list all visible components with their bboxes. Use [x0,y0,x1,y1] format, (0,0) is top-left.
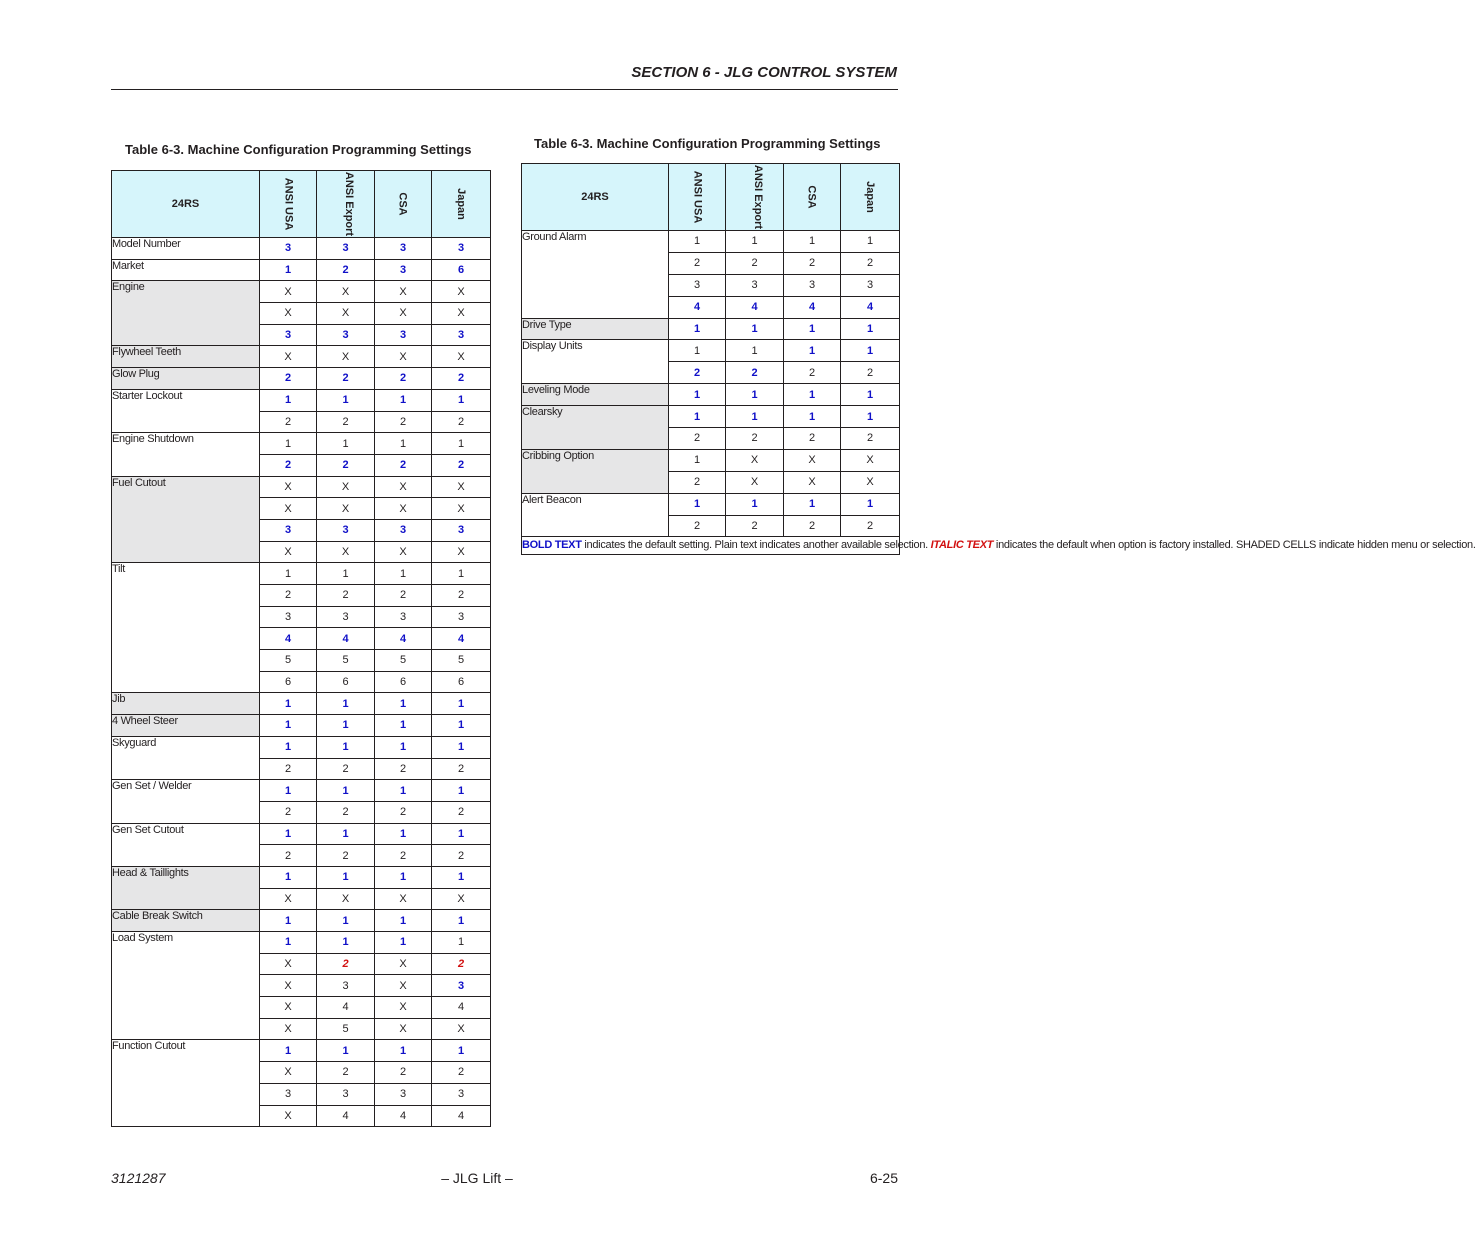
setting-label: Display Units [522,340,669,384]
setting-value: 1 [841,340,900,362]
setting-value: 2 [317,454,375,476]
setting-label: Model Number [112,238,260,260]
table-row [522,340,900,362]
setting-value: 1 [432,389,491,411]
setting-value: 3 [375,606,432,628]
column-header-japan: Japan [432,171,491,238]
setting-value: 2 [317,758,375,780]
setting-value: 1 [260,932,317,954]
setting-value: 5 [317,650,375,672]
setting-value: 1 [784,340,841,362]
setting-value: 3 [432,1083,491,1105]
setting-value: 3 [375,259,432,281]
setting-value: 3 [432,606,491,628]
setting-value: 2 [260,411,317,433]
setting-value: 4 [260,628,317,650]
setting-value: 1 [260,823,317,845]
setting-value: X [432,1018,491,1040]
setting-value: 1 [375,693,432,715]
setting-value: 2 [669,252,726,274]
setting-value: X [260,476,317,498]
setting-value: 1 [432,736,491,758]
column-header-japan: Japan [841,164,900,231]
setting-value: 1 [841,384,900,406]
setting-value: 1 [784,318,841,340]
setting-value: X [375,888,432,910]
setting-value: 1 [317,823,375,845]
setting-value: 3 [260,324,317,346]
setting-value: 2 [726,428,784,450]
column-header-ansi-export: ANSI Export [317,171,375,238]
header-rule [111,89,898,90]
setting-value: 1 [726,340,784,362]
setting-value: 1 [432,823,491,845]
setting-value: 2 [375,368,432,390]
setting-label: Tilt [112,563,260,693]
setting-value: 3 [317,606,375,628]
setting-value: 2 [260,454,317,476]
table-row [112,736,491,758]
setting-value: 2 [669,471,726,493]
setting-value: 3 [669,274,726,296]
table-row [112,368,491,390]
setting-value: X [260,1062,317,1084]
table-row [112,715,491,737]
setting-value: 2 [317,368,375,390]
setting-value: 1 [317,389,375,411]
setting-value: 2 [375,801,432,823]
setting-value: 3 [260,519,317,541]
setting-value: 4 [375,628,432,650]
setting-value: X [726,471,784,493]
footer-center: – JLG Lift – [441,1170,513,1186]
setting-value: 2 [375,758,432,780]
setting-value: 1 [375,866,432,888]
setting-label: Fuel Cutout [112,476,260,563]
setting-value: 4 [841,296,900,318]
setting-value: 3 [841,274,900,296]
setting-value: 1 [317,563,375,585]
column-header-ansi-usa: ANSI USA [260,171,317,238]
setting-value: 3 [260,1083,317,1105]
setting-value: 2 [432,411,491,433]
table-row [112,281,491,303]
setting-value: 5 [375,650,432,672]
setting-value: 1 [841,231,900,253]
table-row [112,476,491,498]
setting-value: 1 [375,1040,432,1062]
setting-label: Load System [112,932,260,1040]
setting-value: 2 [375,1062,432,1084]
setting-value: 3 [432,519,491,541]
setting-value: 5 [260,650,317,672]
setting-value: X [317,888,375,910]
setting-value: X [260,953,317,975]
setting-value: 2 [669,362,726,384]
setting-value: X [726,449,784,471]
setting-value: X [375,303,432,325]
setting-value: 1 [260,715,317,737]
setting-value: 3 [375,519,432,541]
setting-value: 1 [669,406,726,428]
setting-value: 2 [375,454,432,476]
setting-value: 2 [432,953,491,975]
setting-value: 1 [432,693,491,715]
setting-value: 3 [375,238,432,260]
setting-value: 1 [375,910,432,932]
setting-value: X [375,541,432,563]
setting-value: 2 [317,585,375,607]
setting-value: X [375,975,432,997]
setting-value: X [432,281,491,303]
table-row [112,433,491,455]
setting-value: X [260,541,317,563]
setting-value: X [317,281,375,303]
setting-value: 2 [375,845,432,867]
table-row [112,866,491,888]
setting-value: 3 [375,1083,432,1105]
setting-value: 2 [669,428,726,450]
legend-italic-term: ITALIC TEXT [930,539,994,552]
setting-value: 5 [432,650,491,672]
setting-label: Cribbing Option [522,449,669,493]
table-row [112,389,491,411]
setting-value: 3 [317,519,375,541]
setting-value: 1 [726,318,784,340]
setting-value: 2 [260,801,317,823]
setting-value: 2 [784,362,841,384]
setting-label: Glow Plug [112,368,260,390]
setting-value: 6 [375,671,432,693]
setting-value: 1 [260,780,317,802]
setting-value: 1 [784,231,841,253]
setting-label: Engine [112,281,260,346]
table-row [112,1040,491,1062]
setting-value: 1 [432,910,491,932]
setting-value: 2 [260,758,317,780]
setting-value: X [260,1105,317,1127]
setting-value: 2 [260,845,317,867]
setting-value: 4 [432,628,491,650]
setting-value: 1 [375,780,432,802]
setting-value: 4 [375,1105,432,1127]
setting-value: X [260,997,317,1019]
setting-value: X [260,1018,317,1040]
setting-value: 1 [841,493,900,515]
table-row [112,780,491,802]
setting-value: X [432,541,491,563]
setting-value: 1 [317,736,375,758]
setting-value: 4 [432,1105,491,1127]
setting-value: X [317,498,375,520]
setting-value: X [841,471,900,493]
doc-number: 3121287 [111,1170,166,1186]
setting-value: 3 [317,975,375,997]
table-row [522,318,900,340]
setting-label: Jib [112,693,260,715]
right-config-table [521,163,1476,555]
setting-value: X [317,303,375,325]
column-header-csa: CSA [784,164,841,231]
setting-value: 1 [726,231,784,253]
setting-value: X [260,888,317,910]
setting-value: X [260,303,317,325]
setting-value: 3 [317,1083,375,1105]
setting-value: X [375,346,432,368]
left-table-caption: Table 6-3. Machine Configuration Programming Settings [125,142,472,157]
setting-value: 5 [317,1018,375,1040]
setting-value: X [841,449,900,471]
setting-value: 2 [841,428,900,450]
setting-value: X [260,281,317,303]
setting-value: X [432,303,491,325]
setting-value: X [432,346,491,368]
setting-value: 2 [375,411,432,433]
setting-label: Flywheel Teeth [112,346,260,368]
setting-value: 1 [260,866,317,888]
setting-value: 1 [669,384,726,406]
setting-value: 2 [317,801,375,823]
setting-value: 1 [375,736,432,758]
setting-label: Alert Beacon [522,493,669,537]
setting-label: 4 Wheel Steer [112,715,260,737]
setting-value: 1 [317,433,375,455]
right-table-caption: Table 6-3. Machine Configuration Programming Settings [534,136,881,151]
setting-value: 4 [317,628,375,650]
setting-value: X [375,1018,432,1040]
setting-value: X [432,476,491,498]
table-row [112,693,491,715]
setting-value: 1 [260,1040,317,1062]
setting-value: 4 [432,997,491,1019]
setting-value: 1 [432,780,491,802]
setting-value: 3 [375,324,432,346]
setting-value: X [317,346,375,368]
setting-label: Drive Type [522,318,669,340]
setting-value: 2 [260,585,317,607]
setting-value: 2 [726,515,784,537]
setting-value: 4 [317,1105,375,1127]
setting-value: 4 [317,997,375,1019]
setting-value: 6 [260,671,317,693]
setting-value: 3 [432,324,491,346]
setting-value: 1 [260,433,317,455]
setting-value: 4 [726,296,784,318]
setting-label: Gen Set / Welder [112,780,260,823]
setting-label: Ground Alarm [522,231,669,319]
setting-value: 1 [375,389,432,411]
setting-value: X [375,953,432,975]
setting-value: 2 [669,515,726,537]
setting-value: 6 [317,671,375,693]
setting-value: 2 [432,368,491,390]
legend-bold-term: BOLD TEXT [522,539,582,552]
setting-value: 1 [317,693,375,715]
legend-text-1: indicates the default setting. Plain text indicates another available selection. [581,539,931,552]
table-row [522,231,900,253]
setting-value: 2 [432,585,491,607]
setting-value: 2 [432,845,491,867]
setting-label: Function Cutout [112,1040,260,1127]
setting-value: 1 [432,1040,491,1062]
setting-value: 2 [841,362,900,384]
setting-value: 2 [432,758,491,780]
setting-value: 1 [260,389,317,411]
page-number: 6-25 [869,1170,898,1186]
table-row [112,823,491,845]
setting-label: Engine Shutdown [112,433,260,476]
setting-value: X [432,888,491,910]
setting-value: 1 [669,231,726,253]
setting-value: X [317,476,375,498]
setting-value: 4 [784,296,841,318]
setting-value: 2 [784,515,841,537]
setting-label: Market [112,259,260,281]
setting-value: X [375,997,432,1019]
setting-value: 4 [669,296,726,318]
setting-label: Leveling Mode [522,384,669,406]
table-row [112,932,491,954]
table-row [522,449,900,471]
setting-value: 1 [260,693,317,715]
setting-value: 1 [726,384,784,406]
setting-value: 3 [317,238,375,260]
table-row [112,238,491,260]
setting-value: 2 [784,252,841,274]
table-row [112,910,491,932]
setting-value: 1 [432,715,491,737]
column-header-ansi-usa: ANSI USA [669,164,726,231]
setting-value: 2 [317,845,375,867]
setting-value: X [784,449,841,471]
setting-value: 1 [432,433,491,455]
setting-value: 2 [260,368,317,390]
setting-value: 3 [726,274,784,296]
setting-value: 3 [317,324,375,346]
table-row [522,406,900,428]
column-header-csa: CSA [375,171,432,238]
setting-value: 2 [726,362,784,384]
setting-value: 1 [669,493,726,515]
setting-label: Clearsky [522,406,669,450]
setting-value: 1 [784,384,841,406]
setting-label: Cable Break Switch [112,910,260,932]
setting-value: 1 [317,715,375,737]
setting-value: 2 [726,252,784,274]
column-header-ansi-export: ANSI Export [726,164,784,231]
setting-value: 2 [432,1062,491,1084]
setting-value: 2 [841,252,900,274]
table-row [522,384,900,406]
table-row [112,259,491,281]
setting-value: X [784,471,841,493]
setting-value: 1 [432,563,491,585]
section-title: SECTION 6 - JLG CONTROL SYSTEM [631,64,897,81]
left-config-table [111,170,491,1127]
setting-value: 1 [375,932,432,954]
setting-value: 2 [432,801,491,823]
model-header: 24RS [522,164,669,231]
setting-value: 1 [432,866,491,888]
setting-value: 2 [841,515,900,537]
setting-value: 1 [669,449,726,471]
legend-note [522,537,1476,555]
legend-text-2: indicates the default when option is factory installed. SHADED CELLS indicate hidden menu or selection. [993,539,1476,552]
setting-value: 1 [317,1040,375,1062]
table-row [522,493,900,515]
setting-value: 2 [432,454,491,476]
setting-value: 2 [784,428,841,450]
setting-value: 1 [375,823,432,845]
setting-value: 2 [375,585,432,607]
setting-value: 2 [317,411,375,433]
setting-label: Head & Taillights [112,866,260,909]
setting-label: Gen Set Cutout [112,823,260,866]
setting-value: 1 [260,563,317,585]
setting-value: X [375,281,432,303]
setting-value: 6 [432,671,491,693]
setting-value: 3 [432,238,491,260]
setting-value: 1 [317,932,375,954]
setting-value: 1 [260,259,317,281]
setting-value: 1 [784,493,841,515]
setting-value: 1 [841,318,900,340]
setting-value: 2 [317,1062,375,1084]
setting-value: X [260,498,317,520]
setting-value: 1 [375,433,432,455]
setting-value: 2 [317,259,375,281]
setting-value: 1 [260,910,317,932]
setting-value: 1 [260,736,317,758]
setting-label: Starter Lockout [112,389,260,432]
table-row [112,346,491,368]
setting-value: 3 [260,238,317,260]
setting-value: X [260,346,317,368]
setting-value: X [375,498,432,520]
setting-value: 1 [317,780,375,802]
setting-value: 1 [375,715,432,737]
setting-value: 1 [784,406,841,428]
setting-value: 1 [669,340,726,362]
setting-value: 1 [432,932,491,954]
setting-value: 1 [669,318,726,340]
model-header: 24RS [112,171,260,238]
setting-value: 1 [841,406,900,428]
setting-value: X [260,975,317,997]
setting-value: 1 [317,910,375,932]
setting-value: 1 [726,493,784,515]
setting-value: X [317,541,375,563]
setting-value: X [375,476,432,498]
setting-label: Skyguard [112,736,260,779]
table-row [112,563,491,585]
setting-value: 1 [375,563,432,585]
setting-value: 3 [260,606,317,628]
setting-value: 2 [317,953,375,975]
setting-value: 3 [432,975,491,997]
setting-value: 3 [784,274,841,296]
setting-value: X [432,498,491,520]
setting-value: 6 [432,259,491,281]
setting-value: 1 [726,406,784,428]
setting-value: 1 [317,866,375,888]
